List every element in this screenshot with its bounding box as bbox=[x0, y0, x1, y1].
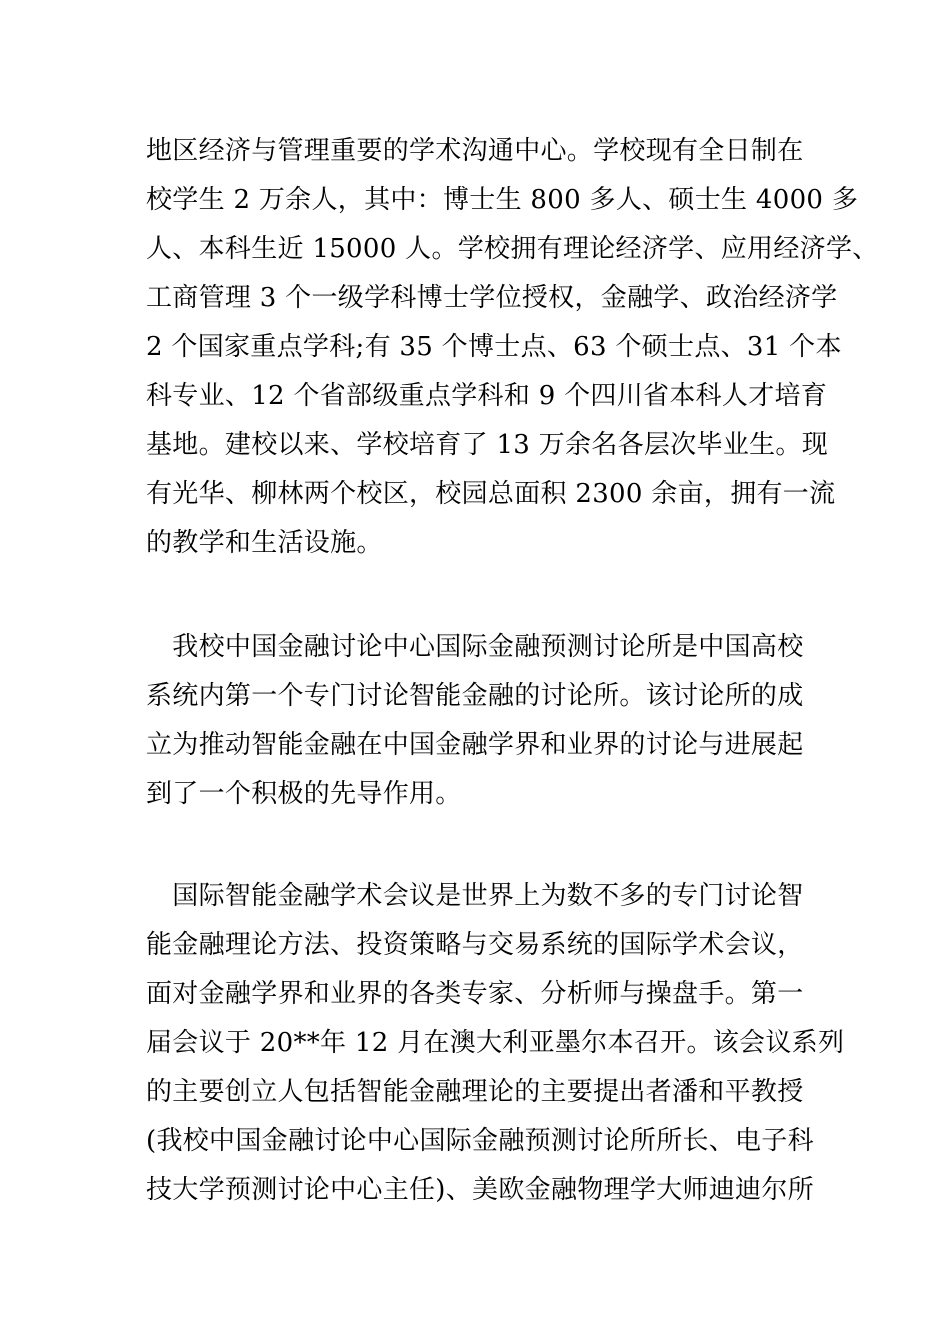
text-line: 国际智能金融学术会议是世界上为数不多的专门讨论智 bbox=[146, 881, 804, 911]
text-line: 地区经济与管理重要的学术沟通中心。学校现有全日制在 bbox=[146, 136, 804, 166]
text-line: 届会议于 20**年 12 月在澳大利亚墨尔本召开。该会议系列 bbox=[146, 1028, 845, 1058]
text-line: 工商管理 3 个一级学科博士学位授权，金融学、政治经济学 bbox=[146, 283, 838, 313]
text-line: 能金融理论方法、投资策略与交易系统的国际学术会议， bbox=[146, 930, 804, 960]
text-line: 的教学和生活设施。 bbox=[146, 528, 383, 558]
text-line: 到了一个积极的先导作用。 bbox=[146, 779, 462, 809]
text-line: 基地。建校以来、学校培育了 13 万余名各层次毕业生。现 bbox=[146, 430, 829, 460]
paragraph-university-overview bbox=[146, 127, 879, 568]
text-line: 我校中国金融讨论中心国际金融预测讨论所是中国高校 bbox=[146, 632, 804, 662]
text-line: 人、本科生近 15000 人。学校拥有理论经济学、应用经济学、 bbox=[146, 234, 879, 264]
text-line: 的主要创立人包括智能金融理论的主要提出者潘和平教授 bbox=[146, 1077, 804, 1107]
text-line: 系统内第一个专门讨论智能金融的讨论所。该讨论所的成 bbox=[146, 681, 804, 711]
text-line: (我校中国金融讨论中心国际金融预测讨论所所长、电子科 bbox=[146, 1126, 814, 1156]
paragraph-conference bbox=[146, 872, 846, 1215]
text-line: 2 个国家重点学科;有 35 个博士点、63 个硕士点、31 个本 bbox=[146, 332, 842, 362]
text-line: 有光华、柳林两个校区，校园总面积 2300 余亩，拥有一流 bbox=[146, 479, 836, 509]
text-line: 立为推动智能金融在中国金融学界和业界的讨论与进展起 bbox=[146, 730, 804, 760]
text-line: 面对金融学界和业界的各类专家、分析师与操盘手。第一 bbox=[146, 979, 804, 1009]
paragraph-research-institute bbox=[146, 623, 846, 819]
text-line: 校学生 2 万余人，其中：博士生 800 多人、硕士生 4000 多 bbox=[146, 185, 859, 215]
text-line: 技大学预测讨论中心主任)、美欧金融物理学大师迪迪尔所 bbox=[146, 1175, 814, 1205]
text-line: 科专业、12 个省部级重点学科和 9 个四川省本科人才培育 bbox=[146, 381, 828, 411]
